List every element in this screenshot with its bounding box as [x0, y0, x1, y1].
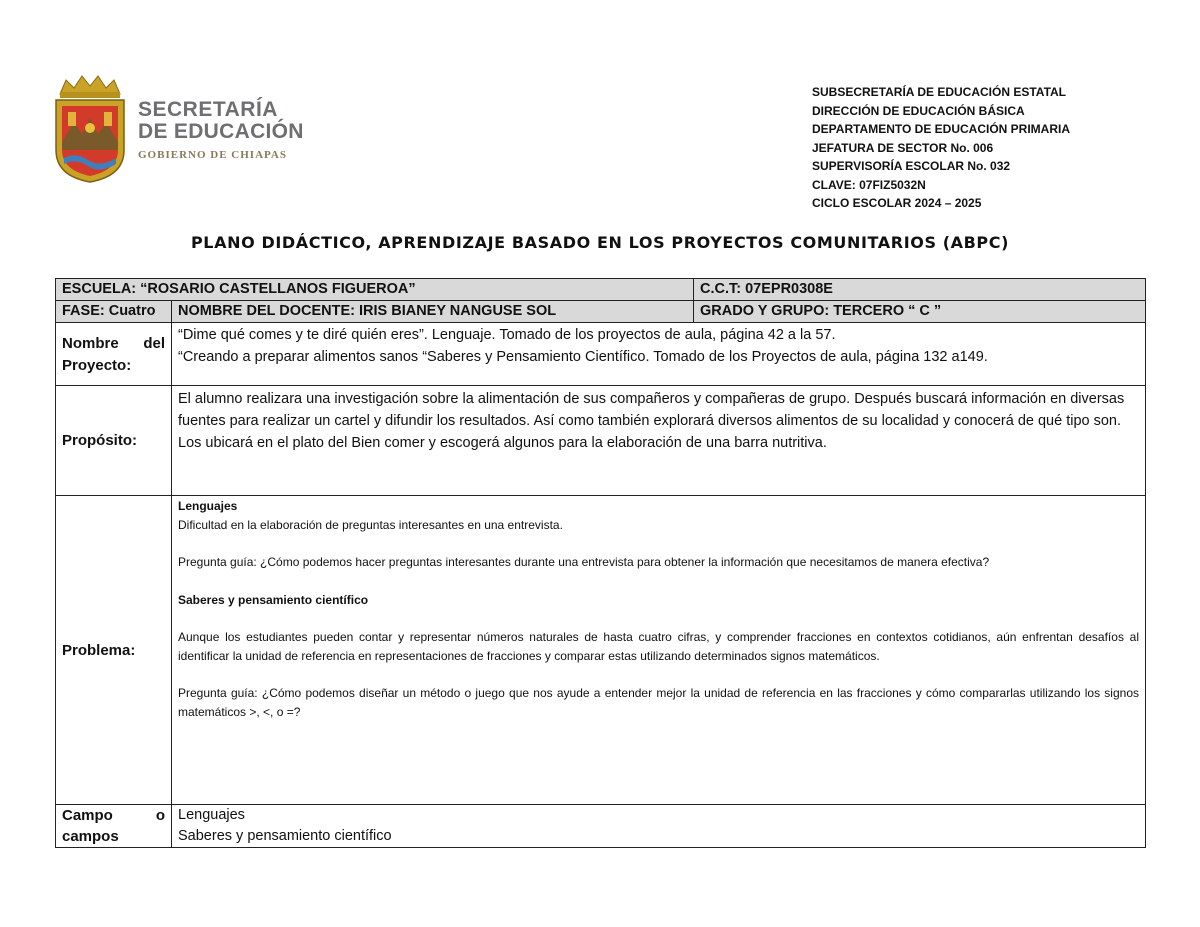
problema-paragraph: Pregunta guía: ¿Cómo podemos diseñar un método o juego que nos ayude a entender mejor la unidad de referencia en las fracciones y cómo compararlas utilizando los signos matemáticos >, <, o =? — [178, 686, 1139, 719]
header-line: CLAVE: 07FIZ5032N — [812, 177, 926, 192]
logo-subtitle: GOBIERNO DE CHIAPAS — [138, 149, 287, 161]
problema-paragraph: Dificultad en la elaboración de preguntas interesantes en una entrevista. — [178, 517, 563, 532]
problema-paragraph: Aunque los estudiantes pueden contar y representar números naturales de hasta cuatro cifras, y comprender fracciones en contextos cotidianos, aún enfrentan desafíos al identificar la unidad de referencia en representaciones de fracciones y comparar estas utilizando determinados signos matemáticos. — [178, 630, 1139, 663]
logo-title-line1: SECRETARÍA — [138, 98, 278, 121]
grado-cell: GRADO Y GRUPO: TERCERO “ C ” — [694, 301, 1146, 323]
header-line: SUBSECRETARÍA DE EDUCACIÓN ESTATAL — [812, 85, 1067, 99]
logo-title-line2: DE EDUCACIÓN — [138, 120, 304, 143]
campo-label: Campo o campos — [56, 805, 172, 848]
proyecto-value — [172, 323, 1146, 386]
problema-text — [172, 496, 1146, 805]
problema-paragraph: Pregunta guía: ¿Cómo podemos hacer preguntas interesantes durante una entrevista para obtener la información que necesitamos de manera efectiva? — [178, 555, 990, 569]
campo-value — [172, 805, 1146, 848]
header-line: CICLO ESCOLAR 2024 – 2025 — [812, 196, 982, 210]
proposito-label: Propósito: — [56, 386, 172, 496]
proposito-text: El alumno realizara una investigación sobre la alimentación de sus compañeros y compañeras de grupo. Después buscará información en diversas fuentes para realizar un cartel y difundir los resultados. Así como también explorará diversos alimentos de su localidad y conocerá de qué tipo son. Los ubicará en el plato del Bien comer y escogerá algunos para la elaboración de una barra nutritiva. — [172, 386, 1146, 496]
secretaria-logo — [52, 72, 304, 184]
header-line: DIRECCIÓN DE EDUCACIÓN BÁSICA — [812, 103, 1025, 118]
docente-cell: NOMBRE DEL DOCENTE: IRIS BIANEY NANGUSE SOL — [172, 301, 694, 323]
plan-table — [55, 278, 1146, 848]
campo-line: Saberes y pensamiento científico — [178, 828, 392, 844]
document-title: PLANO DIDÁCTICO, APRENDIZAJE BASADO EN LOS PROYECTOS COMUNITARIOS (ABPC) — [190, 233, 1010, 252]
chiapas-coat-of-arms-icon — [52, 72, 128, 184]
escuela-cell: ESCUELA: “ROSARIO CASTELLANOS FIGUEROA” — [56, 279, 694, 301]
proyecto-line: “Creando a preparar alimentos sanos “Saberes y Pensamiento Científico. Tomado de los Proyectos de aula, página 132 a149. — [178, 349, 988, 365]
header-line: SUPERVISORÍA ESCOLAR No. 032 — [812, 159, 1011, 173]
proyecto-label: Nombre del Proyecto: — [56, 323, 172, 386]
institution-header — [812, 83, 1070, 213]
problema-label: Problema: — [56, 496, 172, 805]
header-line: JEFATURA DE SECTOR No. 006 — [812, 140, 994, 155]
cct-cell: C.C.T: 07EPR0308E — [694, 279, 1146, 301]
campo-line: Lenguajes — [178, 807, 245, 823]
problema-heading: Lenguajes — [178, 499, 238, 513]
header-line: DEPARTAMENTO DE EDUCACIÓN PRIMARIA — [812, 122, 1071, 136]
proyecto-line: “Dime qué comes y te diré quién eres”. Lenguaje. Tomado de los proyectos de aula, página 42 a la 57. — [178, 327, 836, 343]
fase-cell: FASE: Cuatro — [56, 301, 172, 323]
problema-heading: Saberes y pensamiento científico — [178, 592, 369, 607]
